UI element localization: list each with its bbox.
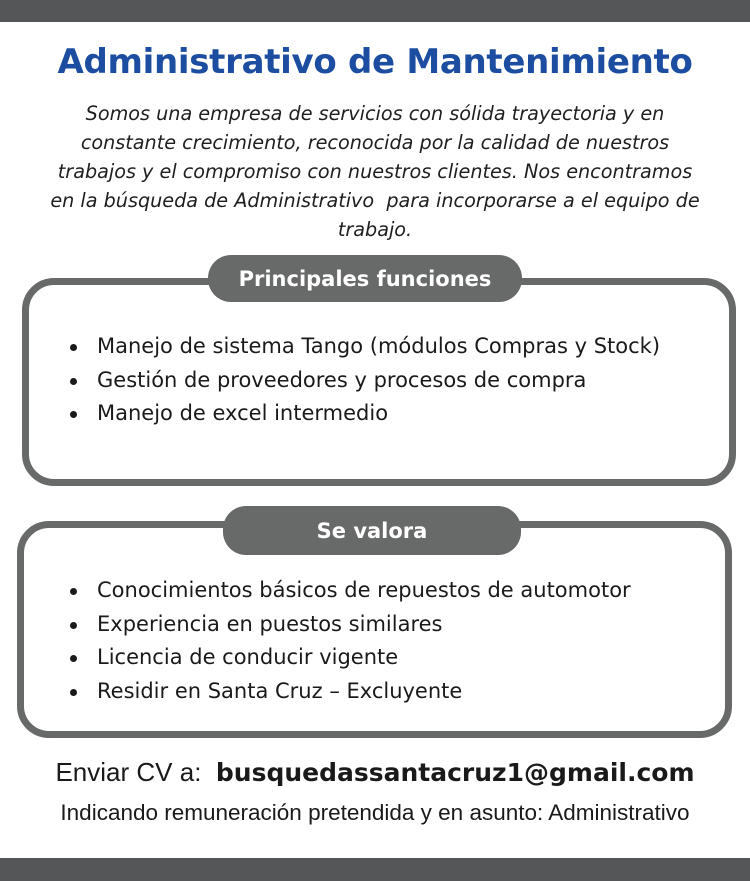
list-item [70, 574, 631, 608]
list-item-text: Conocimientos básicos de repuestos de automotor [97, 578, 631, 602]
list-item-text: Manejo de sistema Tango (módulos Compras y Stock) [97, 334, 661, 358]
list-item-text: Residir en Santa Cruz – Excluyente [97, 678, 463, 703]
page-title: Administrativo de Mantenimiento [57, 42, 693, 82]
bottom-bar [0, 858, 750, 881]
contact-prefix: Enviar CV a: [55, 757, 202, 787]
list-item [70, 608, 631, 642]
intro-line: trabajos y el compromiso con nuestros clientes. Nos encontramos [57, 160, 693, 183]
contact-line [0, 757, 750, 788]
valued-list [70, 574, 631, 708]
intro-line: Somos una empresa de servicios con sólida trayectoria y en [85, 102, 665, 125]
list-item [70, 641, 631, 675]
list-item [70, 364, 660, 398]
bullet-icon [70, 689, 77, 696]
intro-line: constante crecimiento, reconocida por la calidad de nuestros [80, 131, 670, 154]
top-bar [0, 0, 750, 22]
bullet-icon [70, 588, 77, 595]
valued-heading: Se valora [223, 506, 521, 555]
contact-email[interactable]: busquedassantacruz1@gmail.com [215, 758, 695, 787]
list-item [70, 675, 631, 709]
bullet-icon [70, 378, 77, 385]
bullet-icon [70, 411, 77, 418]
list-item [70, 397, 660, 431]
functions-heading: Principales funciones [208, 255, 522, 302]
contact-note: Indicando remuneración pretendida y en asunto: Administrativo [60, 800, 690, 825]
list-item-text: Experiencia en puestos similares [97, 611, 443, 636]
list-item-text: Licencia de conducir vigente [97, 645, 399, 669]
intro-line: en la búsqueda de Administrativo para incorporarse a el equipo de [50, 189, 700, 212]
list-item [70, 330, 660, 364]
bullet-icon [70, 622, 77, 629]
list-item-text: Manejo de excel intermedio [97, 401, 389, 425]
bullet-icon [70, 344, 77, 351]
list-item-text: Gestión de proveedores y procesos de compra [97, 367, 587, 392]
intro-line: trabajo. [337, 218, 413, 241]
functions-list [70, 330, 660, 431]
bullet-icon [70, 655, 77, 662]
intro-paragraph [22, 99, 728, 244]
